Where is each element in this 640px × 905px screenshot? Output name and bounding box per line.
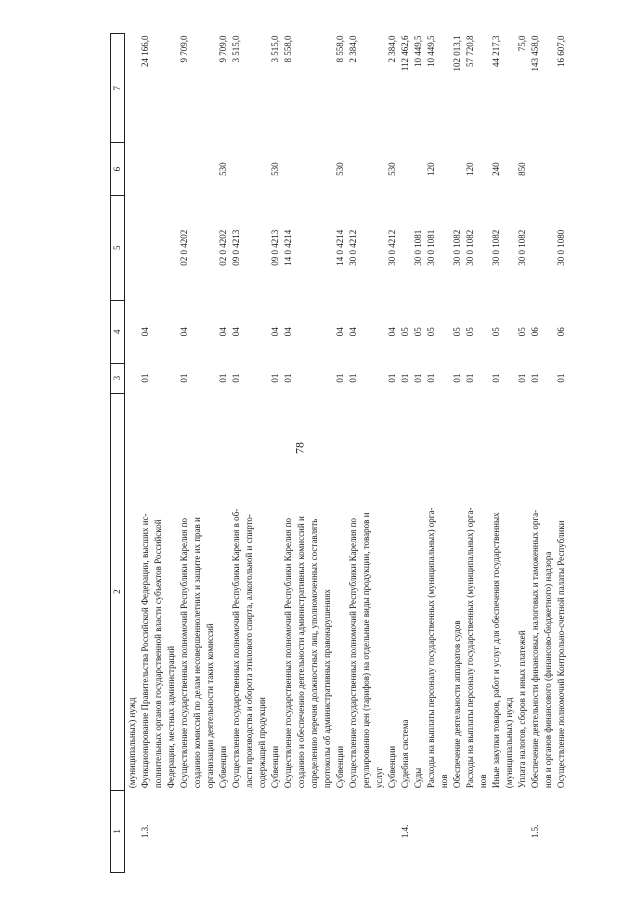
- row-description: Осуществление полномочий Контрольно-счетной палаты Республики: [556, 520, 566, 789]
- table-row: [217, 34, 230, 873]
- amount: 8 558,0: [335, 35, 345, 63]
- section-code: 01: [465, 373, 475, 383]
- row-number: [269, 790, 282, 872]
- section-code: 01: [530, 373, 540, 383]
- amount: 16 607,0: [556, 35, 566, 67]
- subsection-code: 04: [231, 327, 241, 337]
- target-article-code: 09 0 4213: [270, 229, 280, 266]
- table-header-row: [111, 34, 125, 873]
- expense-type-code: 530: [335, 162, 345, 176]
- row-number: [451, 790, 464, 872]
- column-header: 2: [111, 393, 125, 790]
- table-row: [529, 34, 555, 873]
- target-article-code: 02 0 4202: [218, 229, 228, 266]
- amount: 10 449,5: [426, 35, 436, 67]
- table-row: [139, 34, 178, 873]
- page-number: 78: [292, 442, 307, 454]
- subsection-code: 05: [452, 327, 462, 337]
- expense-type-code: [451, 143, 464, 195]
- expense-type-code: [412, 143, 425, 195]
- expense-type-code: [529, 143, 555, 195]
- subsection-code: 04: [140, 327, 150, 337]
- subsection-code: 04: [348, 327, 358, 337]
- table-row: [230, 34, 269, 873]
- column-header: 4: [111, 300, 125, 363]
- amount: [125, 34, 140, 143]
- target-article-code: 14 0 4214: [335, 229, 345, 266]
- target-article-code: 30 0 1082: [491, 229, 501, 266]
- target-article-code: 30 0 1082: [517, 229, 527, 266]
- table-row: [516, 34, 529, 873]
- target-article-code: [529, 195, 555, 300]
- table-row: [490, 34, 516, 873]
- target-article-code: 30 0 1080: [556, 229, 566, 266]
- row-number: [464, 790, 490, 872]
- section-code: 01: [491, 373, 501, 383]
- row-description: Расходы на выплаты персоналу государственных (муниципальных) орга- нов: [465, 507, 488, 789]
- row-description: Обеспечение деятельности аппаратов судов: [452, 620, 462, 789]
- row-number: [282, 790, 334, 872]
- row-number: [490, 790, 516, 872]
- amount: 3 515,0: [231, 35, 241, 63]
- amount: 75,0: [517, 35, 527, 52]
- subsection-code: 04: [387, 327, 397, 337]
- expense-type-code: 850: [517, 162, 527, 176]
- row-description: Субвенции: [270, 745, 280, 789]
- table-row: [282, 34, 334, 873]
- table-row: [334, 34, 347, 873]
- subsection-code: 05: [517, 327, 527, 337]
- amount: 9 709,0: [218, 35, 228, 63]
- table-row: [412, 34, 425, 873]
- table-row: [347, 34, 386, 873]
- subsection-code: 05: [413, 327, 423, 337]
- section-code: [125, 363, 140, 393]
- amount: 143 458,0: [530, 35, 540, 72]
- section-code: 01: [452, 373, 462, 383]
- column-header: 3: [111, 363, 125, 393]
- expense-type-code: 120: [465, 162, 475, 176]
- section-code: 01: [231, 373, 241, 383]
- row-number: [555, 790, 568, 872]
- table-row: [386, 34, 399, 873]
- table-row: [125, 34, 140, 873]
- row-description: Обеспечение деятельности финансовых, налоговых и таможенных орга- нов и органов финансового (финансово-бюджетного) надзора: [530, 509, 553, 789]
- subsection-code: 06: [556, 327, 566, 337]
- subsection-code: [125, 300, 140, 363]
- expense-type-code: 240: [491, 162, 501, 176]
- rotated-table-container: [110, 33, 570, 873]
- section-code: 01: [413, 373, 423, 383]
- subsection-code: 04: [283, 327, 293, 337]
- expense-type-code: [282, 143, 334, 195]
- target-article-code: 30 0 4212: [348, 229, 358, 266]
- target-article-code: 30 0 4212: [387, 229, 397, 266]
- section-code: 01: [140, 373, 150, 383]
- table-row: [269, 34, 282, 873]
- row-description: Осуществление государственных полномочий Республики Карелия по регулированию цен (тарифов) на отдельные виды продукции, товаров и услуг: [348, 512, 384, 789]
- section-code: 01: [517, 373, 527, 383]
- subsection-code: 05: [465, 327, 475, 337]
- section-code: 01: [387, 373, 397, 383]
- table-row: [464, 34, 490, 873]
- amount: 2 384,0: [387, 35, 397, 63]
- amount: 2 384,0: [348, 35, 358, 63]
- expense-type-code: 530: [270, 162, 280, 176]
- amount: 24 166,0: [140, 35, 150, 67]
- expense-type-code: 530: [387, 162, 397, 176]
- section-code: 01: [179, 373, 189, 383]
- row-description: Суды: [413, 767, 423, 789]
- row-number: 1.5.: [530, 824, 540, 839]
- subsection-code: 04: [218, 327, 228, 337]
- target-article-code: [125, 195, 140, 300]
- target-article-code: [139, 195, 178, 300]
- section-code: 01: [335, 373, 345, 383]
- table-row: [425, 34, 451, 873]
- target-article-code: 30 0 1081: [426, 229, 436, 266]
- row-number: 1.3.: [140, 824, 150, 839]
- target-article-code: 09 0 4213: [231, 229, 241, 266]
- amount: 9 709,0: [179, 35, 189, 63]
- subsection-code: 04: [335, 327, 345, 337]
- row-description: Осуществление государственных полномочий Республики Карелия в об- ласти производства и оборота этилового спирта, алкогольной и спирто- содержащей продукции: [231, 508, 267, 789]
- amount: 3 515,0: [270, 35, 280, 63]
- column-header: 5: [111, 195, 125, 300]
- expense-type-code: [399, 143, 412, 195]
- section-code: 01: [283, 373, 293, 383]
- table-row: [399, 34, 412, 873]
- row-number: [386, 790, 399, 872]
- row-description: Субвенции: [387, 745, 397, 789]
- section-code: 01: [556, 373, 566, 383]
- target-article-code: 02 0 4202: [179, 229, 189, 266]
- column-header: 6: [111, 143, 125, 195]
- row-description: Осуществление государственных полномочий Республики Карелия по созданию и обеспечению деятельности административных комиссий и определению перечня должностных лиц, уполномоченных составлять протоколы об административных правонарушениях: [283, 516, 332, 789]
- subsection-code: 04: [270, 327, 280, 337]
- column-header: 1: [111, 790, 125, 872]
- row-number: [217, 790, 230, 872]
- row-description: Осуществление государственных полномочий Республики Карелия по созданию комиссий по делам несовершеннолетних и защите их прав и организации деятельности таких комиссий: [179, 517, 215, 789]
- row-number: [178, 790, 217, 872]
- row-number: [230, 790, 269, 872]
- row-description: Судебная система: [400, 719, 410, 789]
- row-description: Субвенции: [335, 745, 345, 789]
- row-number: 1.4.: [400, 824, 410, 839]
- row-description: Иные закупки товаров, работ и услуг для обеспечения государственных (муниципальных) нужд: [491, 512, 514, 789]
- amount: 10 449,5: [413, 35, 423, 67]
- subsection-code: 06: [530, 327, 540, 337]
- target-article-code: 14 0 4214: [283, 229, 293, 266]
- expense-type-code: [230, 143, 269, 195]
- expense-type-code: [178, 143, 217, 195]
- section-code: 01: [270, 373, 280, 383]
- target-article-code: 30 0 1082: [452, 229, 462, 266]
- expense-type-code: 530: [218, 162, 228, 176]
- table-row: [555, 34, 568, 873]
- subsection-code: 05: [400, 327, 410, 337]
- row-description: Расходы на выплаты персоналу государственных (муниципальных) орга- нов: [426, 507, 449, 789]
- amount: 57 720,8: [465, 35, 475, 67]
- row-number: [334, 790, 347, 872]
- amount: 112 462,6: [400, 35, 410, 72]
- section-code: 01: [400, 373, 410, 383]
- amount: 44 217,3: [491, 35, 501, 67]
- column-header: 7: [111, 34, 125, 143]
- budget-table: [110, 33, 568, 873]
- row-description: Уплата налогов, сборов и иных платежей: [517, 630, 527, 789]
- section-code: 01: [218, 373, 228, 383]
- expense-type-code: 120: [426, 162, 436, 176]
- row-number: [425, 790, 451, 872]
- subsection-code: 04: [179, 327, 189, 337]
- row-description: Функционирование Правительства Российской Федерации, высших ис- полнительных органов государственной власти субъектов Российской Федерации, местных администраций: [140, 513, 176, 789]
- target-article-code: [399, 195, 412, 300]
- row-description: Субвенции: [218, 745, 228, 789]
- row-description: (муниципальных) нужд: [127, 697, 137, 789]
- expense-type-code: [555, 143, 568, 195]
- target-article-code: 30 0 1081: [413, 229, 423, 266]
- target-article-code: 30 0 1082: [465, 229, 475, 266]
- row-number: [412, 790, 425, 872]
- section-code: 01: [348, 373, 358, 383]
- table-row: [178, 34, 217, 873]
- section-code: 01: [426, 373, 436, 383]
- table-row: [451, 34, 464, 873]
- row-number: [516, 790, 529, 872]
- row-number: [347, 790, 386, 872]
- expense-type-code: [139, 143, 178, 195]
- amount: 8 558,0: [283, 35, 293, 63]
- row-number: [125, 790, 140, 872]
- amount: 102 013,1: [452, 35, 462, 72]
- subsection-code: 05: [426, 327, 436, 337]
- expense-type-code: [347, 143, 386, 195]
- table-body: [125, 34, 569, 873]
- subsection-code: 05: [491, 327, 501, 337]
- expense-type-code: [125, 143, 140, 195]
